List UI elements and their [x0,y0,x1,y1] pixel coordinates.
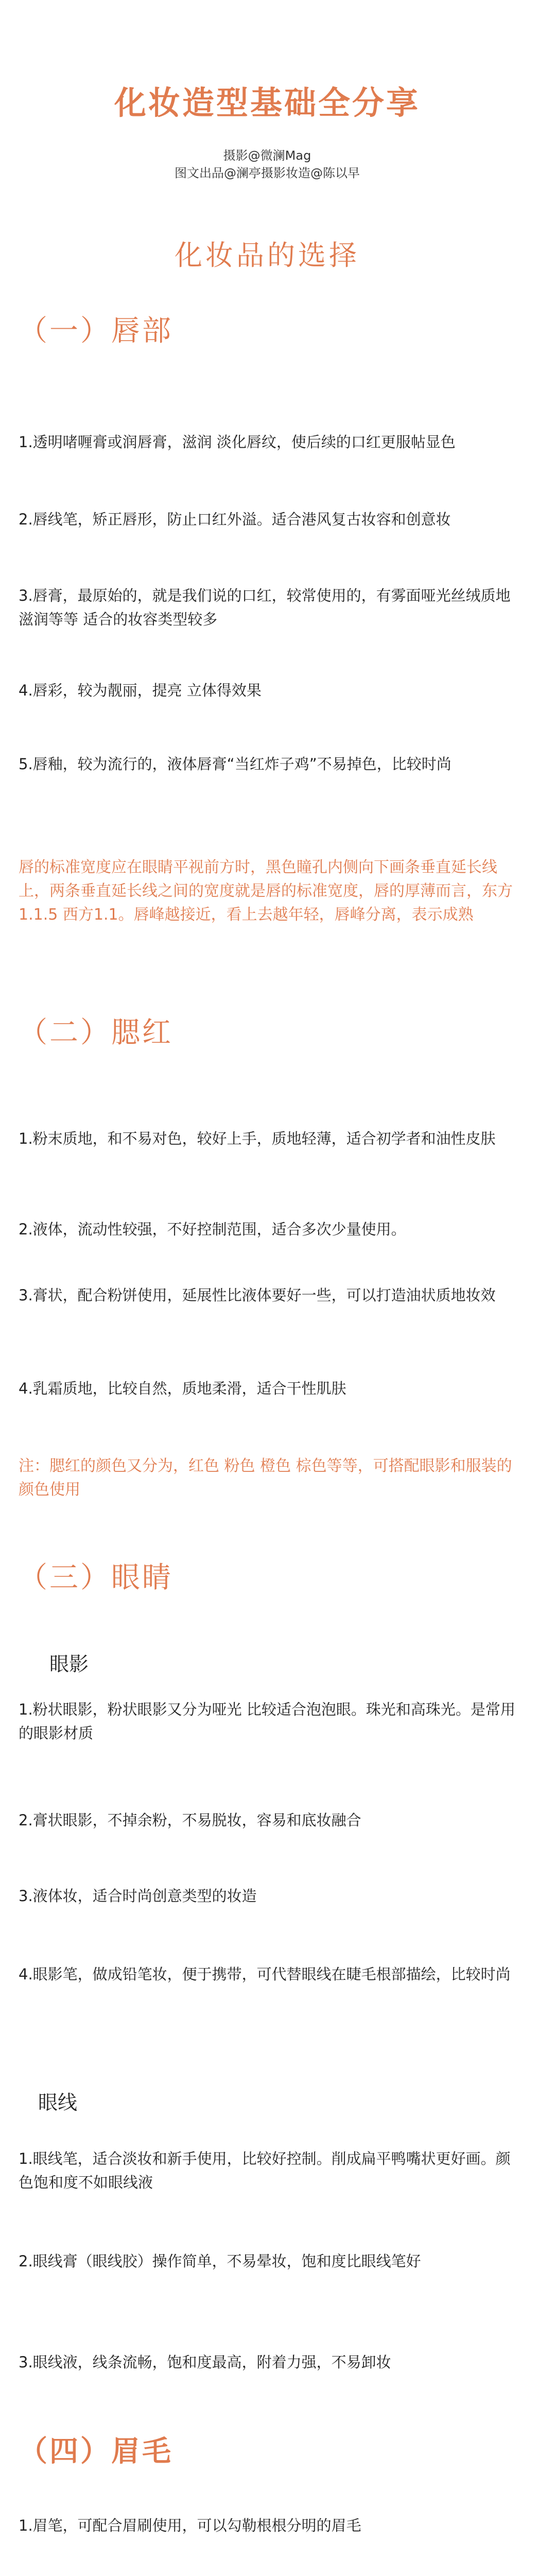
section-heading-lips: （一）唇部 [19,314,173,348]
list-item: 2.眼线膏（眼线胶）操作简单，不易晕妆，饱和度比眼线笔好 [19,2252,421,2270]
credits [19,147,516,182]
section-heading-eyes: （三）眼睛 [19,1561,173,1595]
page-title: 化妆造型基础全分享 [114,84,420,122]
list-item: 4.乳霜质地，比较自然，质地柔滑，适合干性肌肤 [19,1380,346,1397]
list-item: 4.唇彩，较为靓丽，提亮 立体得效果 [19,682,262,699]
section-note: 注：腮红的颜色又分为，红色 粉色 橙色 棕色等等，可搭配眼影和服装的颜色使用 [19,1457,512,1499]
list-item: 3.唇膏，最原始的，就是我们说的口红，较常使用的，有雾面哑光丝绒质地 滋润等等 适合的妆容类型较多 [19,587,511,628]
list-item: 5.唇釉，较为流行的，液体唇膏“当红炸子鸡”不易掉色，比较时尚 [19,755,451,773]
credit-line: 图文出品@澜亭摄影妆造@陈以早 [175,166,360,180]
list-item: 3.液体妆，适合时尚创意类型的妆造 [19,1887,257,1905]
list-item: 1.粉末质地，和不易对色，较好上手，质地轻薄，适合初学者和油性皮肤 [19,1130,496,1147]
list-item: 1.透明啫喱膏或润唇膏，滋润 淡化唇纹，使后续的口红更服帖显色 [19,433,456,451]
list-item: 1.眉笔，可配合眉刷使用，可以勾勒根根分明的眉毛 [19,2517,361,2534]
list-item: 3.眼线液，线条流畅，饱和度最高，附着力强，不易卸妆 [19,2353,391,2371]
list-item: 2.膏状眼影，不掉余粉，不易脱妆，容易和底妆融合 [19,1811,361,1829]
list-item: 2.唇线笔，矫正唇形，防止口红外溢。适合港风复古妆容和创意妆 [19,511,451,528]
section-subtitle: 化妆品的选择 [175,239,360,272]
section-heading-brows: （四）眉毛 [19,2435,173,2468]
section-heading-blush: （二）腮红 [19,1016,173,1049]
list-item: 2.液体，流动性较强，不好控制范围，适合多次少量使用。 [19,1221,406,1238]
list-item: 1.眼线笔，适合淡妆和新手使用，比较好控制。削成扁平鸭嘴状更好画。颜色饱和度不如眼线液 [19,2150,511,2191]
sub-heading-eyeliner: 眼线 [38,2091,78,2114]
list-item: 1.粉状眼影，粉状眼影又分为哑光 比较适合泡泡眼。珠光和高珠光。是常用的眼影材质 [19,1701,515,1742]
list-item: 4.眼影笔，做成铅笔妆，便于携带，可代替眼线在睫毛根部描绘，比较时尚 [19,1965,511,1983]
sub-heading-eyeshadow: 眼影 [49,1653,89,1675]
list-item: 3.膏状，配合粉饼使用，延展性比液体要好一些，可以打造油状质地妆效 [19,1286,496,1304]
credit-line: 摄影@微澜Mag [223,148,311,163]
section-note: 唇的标准宽度应在眼睛平视前方时，黑色瞳孔内侧向下画条垂直延长线上，两条垂直延长线之间的宽度就是唇的标准宽度，唇的厚薄而言，东方1.1.5 西方1.1。唇峰越接近，看上去越年轻，唇峰分离，表示成熟 [19,858,513,924]
